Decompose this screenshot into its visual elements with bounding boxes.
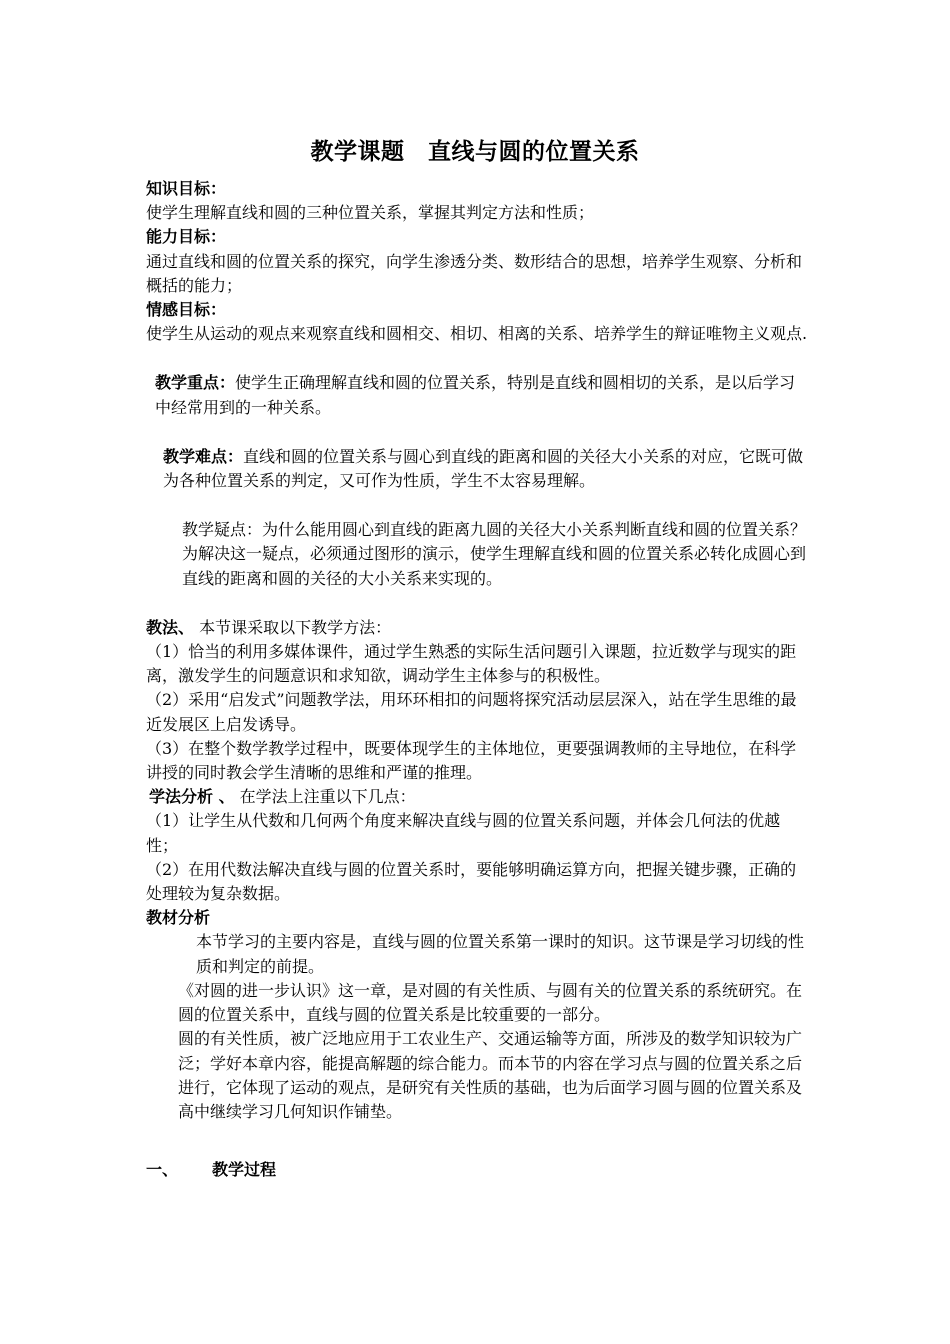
spacer bbox=[146, 493, 810, 518]
methods-label: 教法、 bbox=[146, 617, 195, 637]
material-paragraph: 圆的有关性质，被广泛地应用于工农业生产、交通运输等方面，所涉及的数学知识较为广泛；学好本章内容，能提高解题的综合能力。而本节的内容在学习点与圆的位置关系之后进行，它体现了运动的观点，是研究有关性质的基础，也为后面学习圆与圆的位置关系及高中继续学习几何知识作铺垫。 bbox=[178, 1029, 803, 1121]
study-item: （2）在用代数法解决直线与圆的位置关系时，要能够明确运算方向，把握关键步骤，正确的处理较为复杂数据。 bbox=[146, 859, 797, 904]
methods-intro: 本节课采取以下教学方法： bbox=[194, 617, 392, 637]
methods-item: （1）恰当的利用多媒体课件，通过学生熟悉的实际生活问题引入课题，拉近数学与现实的距离，激发学生的问题意识和求知欲，调动学生主体参与的积极性。 bbox=[146, 642, 797, 686]
emotion-goal-label: 情感目标： bbox=[146, 300, 227, 320]
page-title: 教学课题 直线与圆的位置关系 bbox=[310, 138, 640, 165]
emotion-goal-text: 使学生从运动的观点来观察直线和圆相交、相切、相离的关系、培养学生的辩证唯物主义观点. bbox=[146, 324, 808, 344]
key-point-label: 教学重点： bbox=[155, 373, 236, 393]
key-point-text: 使学生正确理解直线和圆的位置关系，特别是直线和圆相切的关系，是以后学习中经常用到的一种关系。 bbox=[155, 373, 796, 417]
section-number: 一、 bbox=[146, 1160, 179, 1180]
material-paragraph: 本节学习的主要内容是，直线与圆的位置关系第一课时的知识。这节课是学习切线的性质和判定的前提。 bbox=[196, 932, 805, 976]
knowledge-goal-text: 使学生理解直线和圆的三种位置关系，掌握其判定方法和性质； bbox=[146, 203, 595, 223]
methods-item: （3）在整个数学教学过程中，既要体现学生的主体地位，更要强调教师的主导地位，在科学讲授的同时教会学生清晰的思维和严谨的推理。 bbox=[146, 738, 797, 783]
study-heading bbox=[146, 785, 810, 809]
ability-goal-text: 通过直线和圆的位置关系的探究，向学生渗透分类、数形结合的思想，培养学生观察、分析和概括的能力； bbox=[146, 251, 803, 295]
study-label: 学法分析 、 bbox=[149, 787, 235, 807]
material-paragraph: 《对圆的进一步认识》这一章，是对圆的有关性质、与圆有关的位置关系的系统研究。在圆的位置关系中，直线与圆的位置关系是比较重要的一部分。 bbox=[178, 980, 803, 1025]
spacer bbox=[146, 346, 810, 371]
difficulty-label: 教学难点： bbox=[163, 446, 244, 466]
difficulty-paragraph bbox=[146, 445, 810, 493]
key-point-paragraph bbox=[146, 371, 810, 419]
section-heading bbox=[146, 1158, 810, 1182]
ability-goal-label: 能力目标： bbox=[146, 227, 227, 247]
document-body bbox=[146, 177, 810, 1182]
spacer bbox=[146, 420, 810, 445]
knowledge-goal-label: 知识目标： bbox=[146, 179, 227, 198]
spacer bbox=[146, 591, 810, 616]
doubt-paragraph: 教学疑点：为什么能用圆心到直线的距离九圆的关径大小关系判断直线和圆的位置关系？为解决这一疑点，必须通过图形的演示，使学生理解直线和圆的位置关系必转化成圆心到直线的距离和圆的关径的大小关系来实现的。 bbox=[182, 520, 807, 588]
material-heading: 教材分析 bbox=[146, 908, 211, 928]
study-item: （1）让学生从代数和几何两个角度来解决直线与圆的位置关系问题，并体会几何法的优越性； bbox=[146, 811, 781, 855]
study-intro: 在学法上注重以下几点： bbox=[234, 787, 416, 807]
section-title: 教学过程 bbox=[212, 1160, 277, 1180]
methods-heading bbox=[146, 616, 810, 640]
difficulty-text: 直线和圆的位置关系与圆心到直线的距离和圆的关径大小关系的对应，它既可做为各种位置关系的判定，又可作为性质，学生不太容易理解。 bbox=[163, 446, 804, 491]
methods-item: （2）采用“启发式”问题教学法，用环环相扣的问题将探究活动层层深入，站在学生思维的最近发展区上启发诱导。 bbox=[146, 690, 797, 734]
